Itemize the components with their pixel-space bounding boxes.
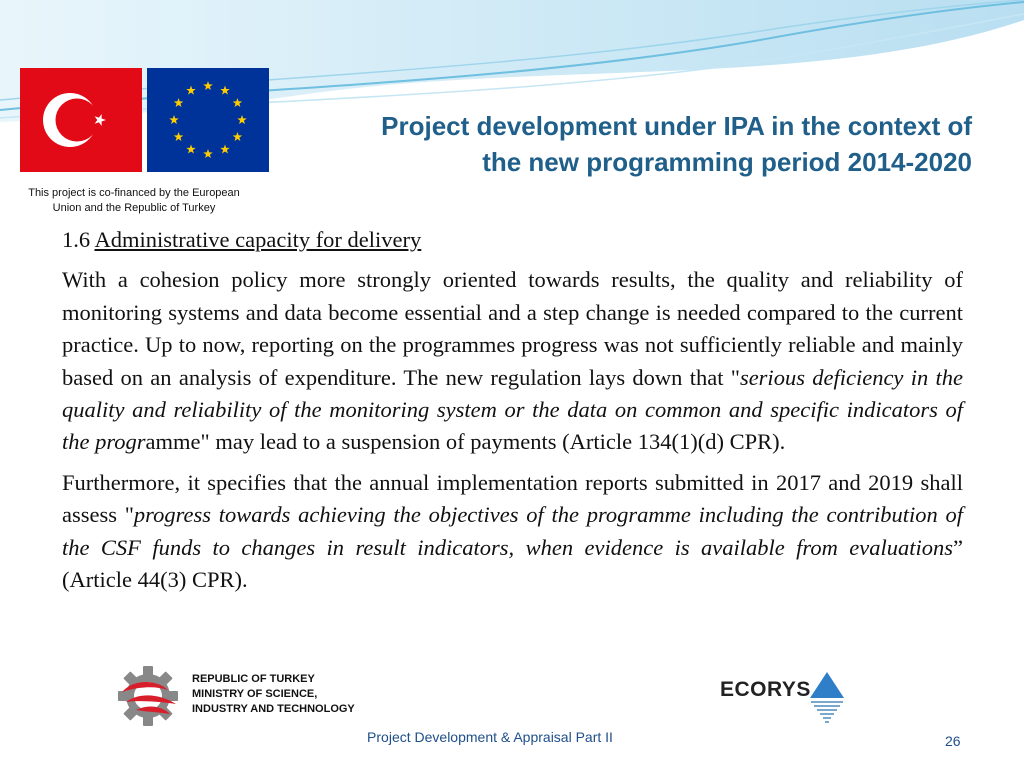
paragraph-1-part-2: amme" may lead to a suspension of payments (Article 134(1)(d) CPR). xyxy=(145,429,786,455)
section-number: 1.6 xyxy=(62,227,91,252)
eu-flag-icon xyxy=(147,68,269,172)
footer-text: Project Development & Appraisal Part II xyxy=(367,729,613,745)
slide-title xyxy=(280,108,972,180)
ministry-gear-logo-icon xyxy=(108,664,192,728)
slide-title-line-2: the new programming period 2014-2020 xyxy=(482,147,972,177)
paragraph-1 xyxy=(62,264,963,458)
section-heading-text: Administrative capacity for delivery xyxy=(94,227,422,252)
slide-title-line-1: Project development under IPA in the context of xyxy=(381,111,972,141)
paragraph-1-part-1: With a cohesion policy more strongly oriented towards results, the quality and reliability of monitoring systems and data become essential and a step change is needed compared to the current practice. Up to now, reporting on the programmes progress was not sufficiently reliable and mainly based on an analysis of expenditure. The new regulation lays down that " xyxy=(62,267,963,390)
cofinanced-line-1: This project is co-financed by the European xyxy=(28,187,240,199)
paragraph-2-part-2: ” (Article 44(3) CPR). xyxy=(62,534,963,593)
slide-body xyxy=(62,224,963,604)
paragraph-2-part-1: Furthermore, it specifies that the annual implementation reports submitted in 2017 and 2019 shall assess " xyxy=(62,469,963,528)
ministry-line-2: MINISTRY OF SCIENCE, xyxy=(192,688,318,700)
ministry-line-1: REPUBLIC OF TURKEY xyxy=(192,673,315,685)
page-number: 26 xyxy=(945,733,961,749)
ministry-name xyxy=(192,672,355,717)
ecorys-logo-text: ECORYS xyxy=(720,678,811,701)
paragraph-2-quote: progress towards achieving the objectives of the programme including the contribution of the CSF funds to changes in result indicators, when evidence is available from evaluations xyxy=(62,502,964,560)
paragraph-1-quote: serious deficiency in the quality and reliability of the monitoring system or the data on common and specific indicators of the progr xyxy=(62,364,963,455)
cofinanced-note xyxy=(8,186,260,216)
cofinanced-line-2: Union and the Republic of Turkey xyxy=(52,202,216,214)
ecorys-logo-icon xyxy=(808,670,846,726)
ministry-line-3: INDUSTRY AND TECHNOLOGY xyxy=(192,703,355,715)
paragraph-2 xyxy=(62,467,963,597)
turkey-flag-icon xyxy=(20,68,142,172)
section-heading xyxy=(62,224,963,256)
